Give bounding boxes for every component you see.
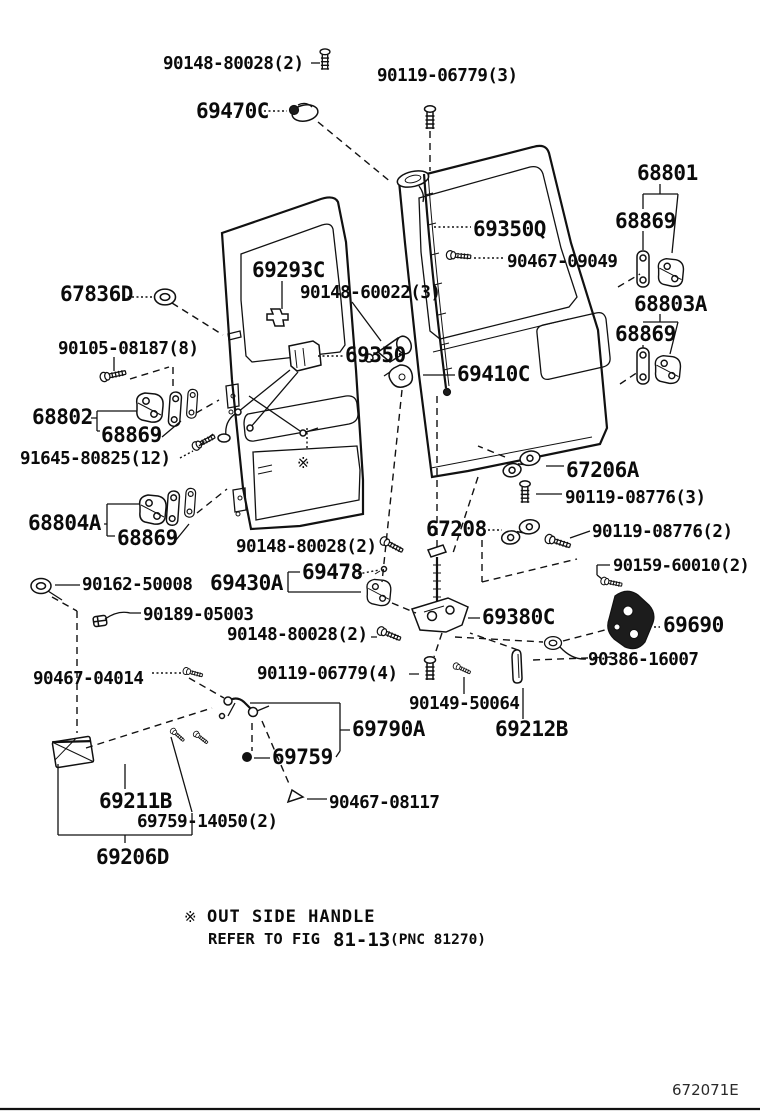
hinge-plate-icon-68869-d1 [166, 491, 180, 526]
footnote-line1: OUT SIDE HANDLE [207, 907, 376, 927]
part-label-69350: 69350 [345, 343, 406, 367]
part-label-69759-14050-2: 69759-14050(2) [137, 812, 278, 832]
part-label-69350Q: 69350Q [473, 217, 546, 241]
part-label-90386-16007: 90386-16007 [588, 650, 699, 670]
bolt-icon-90119-06779-4 [425, 657, 436, 680]
grommet-icon-90386-16007 [545, 637, 562, 650]
hinge-icon-68801 [658, 259, 683, 287]
latch-icon-69470C [290, 103, 320, 123]
striker-assembly-icon-69380C [412, 545, 468, 632]
hinge-icon-68803A [655, 356, 680, 384]
part-label-68802: 68802 [32, 405, 93, 429]
part-label-90148-60022-3: 90148-60022(3) [300, 283, 441, 303]
part-label-90105-08187-8: 90105-08187(8) [58, 339, 199, 359]
grommet-icon-90162-50008 [31, 579, 62, 601]
part-label-69212B: 69212B [495, 717, 568, 741]
part-label-69690: 69690 [663, 613, 724, 637]
part-label-68869-b: 68869 [615, 322, 676, 346]
bolt-icon-90159-60010 [600, 577, 622, 589]
clip-icon-90189-05003 [93, 615, 107, 627]
part-label-68803A: 68803A [634, 292, 707, 316]
part-label-90162-50008: 90162-50008 [82, 575, 193, 595]
part-label-69211B: 69211B [99, 789, 172, 813]
part-label-90119-08776-3: 90119-08776(3) [565, 488, 706, 508]
part-label-67208: 67208 [426, 517, 487, 541]
part-label-68804A: 68804A [28, 511, 101, 535]
part-label-69470C: 69470C [196, 99, 269, 123]
plate-icon-69211B [52, 736, 94, 768]
pin-icon-69759-14050-2 [192, 730, 209, 745]
part-label-68869-d: 68869 [117, 526, 178, 550]
part-label-67836D: 67836D [60, 282, 133, 306]
footnote-line2-prefix: REFER TO FIG [208, 930, 320, 948]
screw-icon-90467-09049 [446, 250, 471, 261]
outside-handle-marker-note: ※ [184, 908, 197, 926]
part-label-90119-08776-2: 90119-08776(2) [592, 522, 733, 542]
screw-icon-90148-80028-top [320, 49, 330, 70]
part-label-90189-05003: 90189-05003 [143, 605, 254, 625]
bolt-icon-90119-08776-3 [520, 481, 530, 503]
footnote-line2-figure: 81-13 [333, 929, 391, 951]
footnote [184, 907, 486, 951]
part-label-90467-08117: 90467-08117 [329, 793, 440, 813]
part-label-67206A: 67206A [566, 458, 639, 482]
wedge-icon-90467-08117 [288, 790, 303, 802]
part-label-91645-80825-12: 91645-80825(12) [20, 449, 171, 469]
screw-dot-icon-69759 [242, 752, 252, 762]
hinge-icon-68804A [140, 495, 166, 524]
screw-icon-90148-80028-mid [379, 535, 405, 554]
hinge-icon-68802 [137, 393, 163, 422]
bolt-icon-90149-50064 [452, 662, 471, 676]
part-label-90159-60010-2: 90159-60010(2) [613, 556, 750, 576]
part-label-90148-80028-top: 90148-80028(2) [163, 54, 304, 74]
outside-handle-marker-door: ※ [297, 454, 310, 472]
part-label-69478: 69478 [302, 560, 363, 584]
hinge-icon-69430A [367, 567, 391, 606]
rod-icon-69212B [512, 650, 522, 683]
hinge-plate-icon-68869-b [637, 348, 649, 384]
part-label-68869-a: 68869 [615, 209, 676, 233]
part-label-69410C: 69410C [457, 362, 530, 386]
bolt-icon-90105-08187 [99, 368, 126, 383]
part-label-69293C: 69293C [252, 258, 325, 282]
part-label-68869-c: 68869 [101, 423, 162, 447]
part-label-69430A: 69430A [210, 571, 283, 595]
clip-icon-69293C [267, 309, 288, 326]
footnote-line2-suffix: (PNC 81270) [390, 932, 487, 948]
part-label-90467-04014: 90467-04014 [33, 669, 144, 689]
lock-assembly-icon-69690 [608, 591, 654, 648]
part-label-69206D: 69206D [96, 845, 169, 869]
bolt-icon-90119-08776-2 [544, 533, 572, 550]
part-label-90467-09049: 90467-09049 [507, 252, 618, 272]
screw-icon-90467-04014 [182, 667, 203, 679]
part-label-69759: 69759 [272, 745, 333, 769]
part-label-90119-06779-3: 90119-06779(3) [377, 66, 518, 86]
latch-icon-69410C [384, 365, 412, 387]
right-door-panel [399, 146, 610, 477]
hinge-plate-icon-68869-c2 [186, 389, 198, 418]
striker-icon-67208 [500, 518, 542, 545]
part-label-69380C: 69380C [482, 605, 555, 629]
part-label-69790A: 69790A [352, 717, 425, 741]
bellcrank-icon-69759 [220, 697, 270, 719]
figure-code: 672071E [672, 1081, 739, 1099]
bolt-icon-90119-06779-3 [425, 106, 436, 129]
part-label-90119-06779-4: 90119-06779(4) [257, 664, 398, 684]
part-label-68801: 68801 [637, 161, 698, 185]
screw-icon-90148-80028-low [376, 626, 402, 643]
part-label-90148-80028-low: 90148-80028(2) [227, 625, 368, 645]
hinge-plate-icon-68869-a [637, 251, 649, 287]
hinge-plate-icon-68869-d2 [184, 488, 196, 517]
part-label-90149-50064: 90149-50064 [409, 694, 520, 714]
part-label-90148-80028-mid: 90148-80028(2) [236, 537, 377, 557]
